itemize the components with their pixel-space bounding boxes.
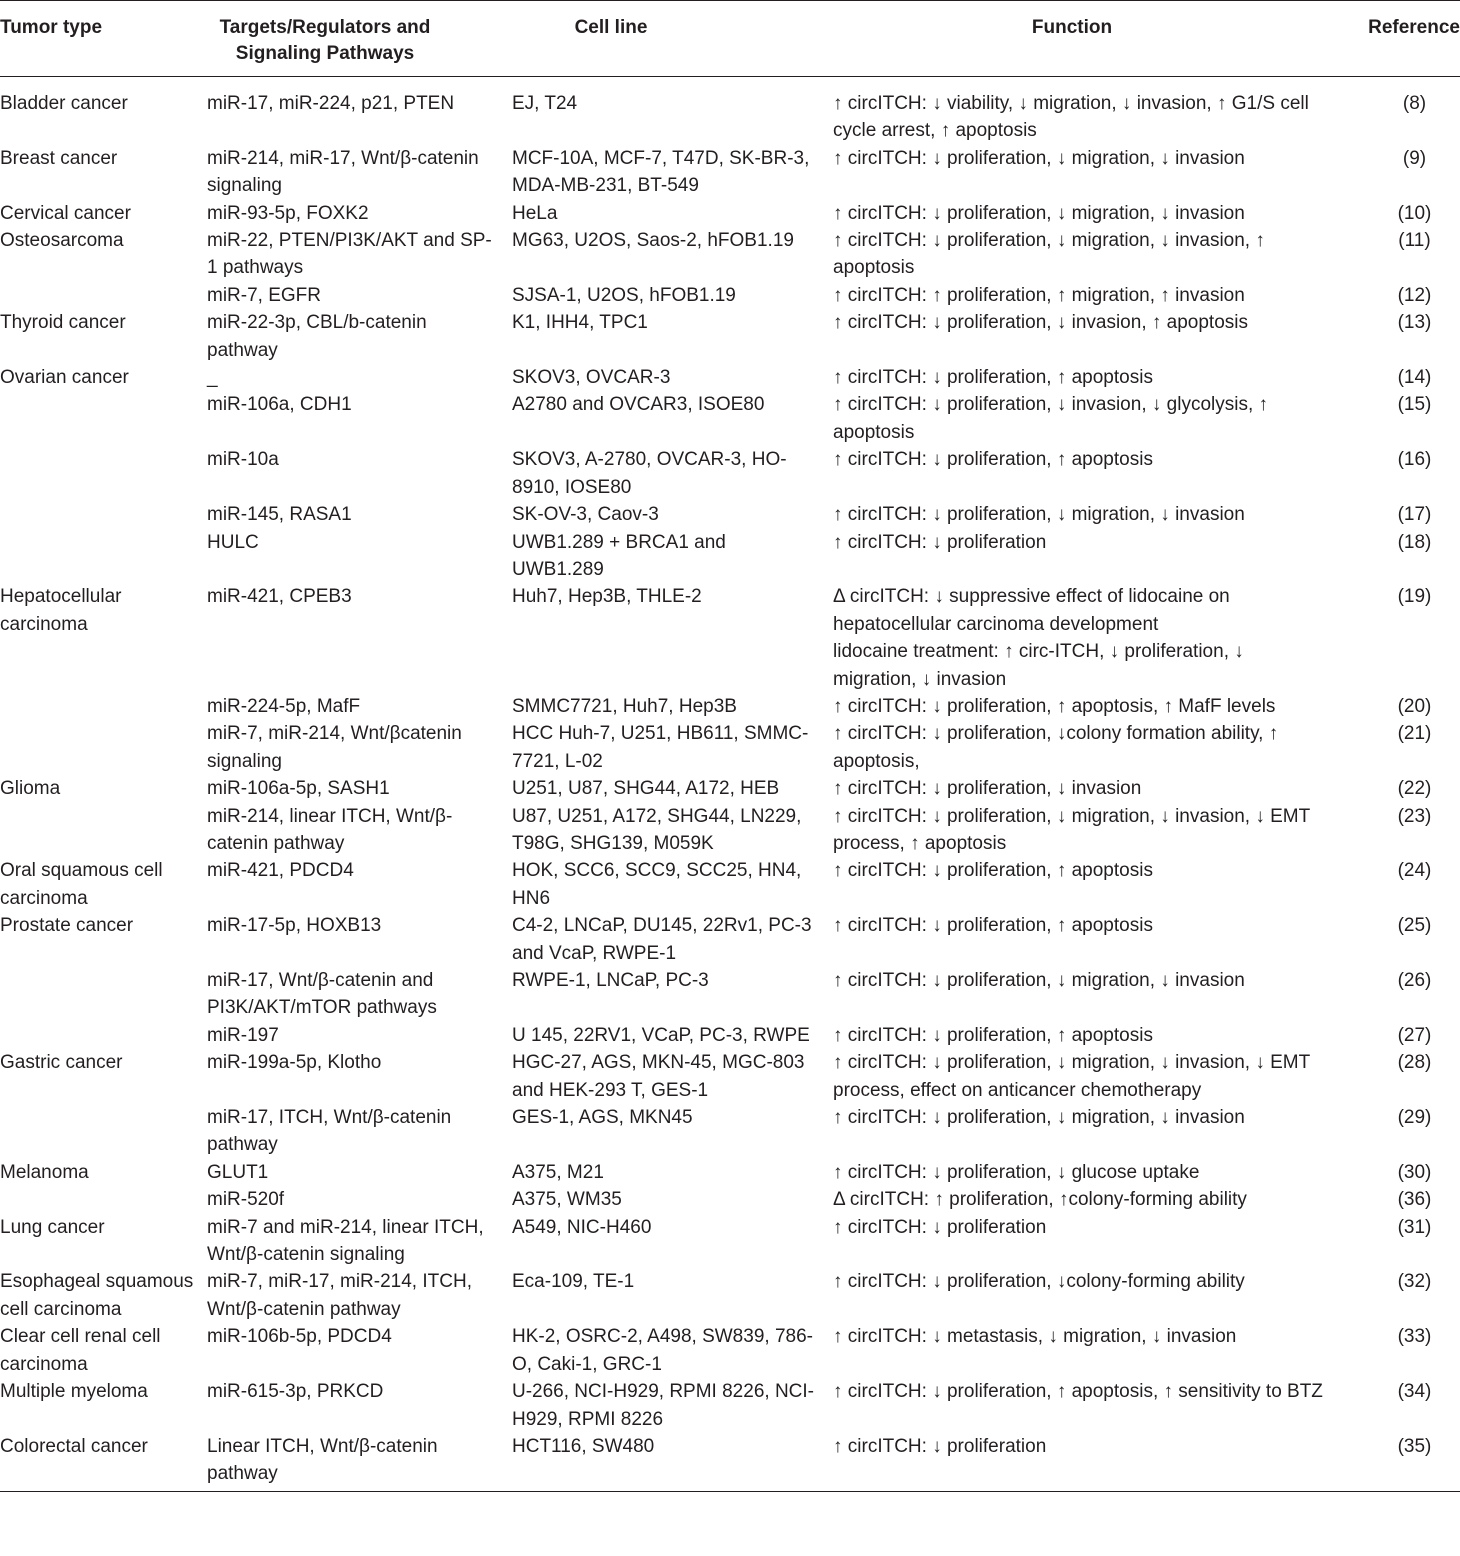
targets-cell: miR-214, linear ITCH, Wnt/β-catenin pathway [207,805,453,854]
table-row [0,693,1460,720]
tumor-type-cell: Prostate cancer [0,915,134,937]
tumor-type-cell [0,967,200,1022]
table-row [0,200,1460,227]
function-cell: ↑ circITCH: ↓ proliferation, ↑ apoptosis, ↑ MafF levels [833,695,1276,717]
tumor-type-cell [0,803,200,858]
cell-line-cell: K1, IHH4, TPC1 [512,312,648,334]
table-row [0,391,1460,446]
tumor-type-cell: Oral squamous cell carcinoma [0,860,163,909]
targets-cell: miR-7, miR-17, miR-214, ITCH, Wnt/β-catenin pathway [207,1271,472,1320]
function-cell: ↑ circITCH: ↓ proliferation, ↓ migration, ↓ invasion [833,504,1245,526]
targets-cell: _ [207,367,218,389]
function-cell: ↑ circITCH: ↓ proliferation, ↑ apoptosis [833,860,1153,882]
reference-cell: (27) [1397,1024,1432,1046]
tumor-type-cell: Gastric cancer [0,1052,123,1074]
tumor-type-cell: Breast cancer [0,147,118,169]
function-cell: ↑ circITCH: ↓ proliferation [833,1435,1047,1457]
function-cell: ↑ circITCH: ↓ viability, ↓ migration, ↓ invasion, ↑ G1/S cell cycle arrest, ↑ apoptosis [833,93,1309,142]
function-cell: ↑ circITCH: ↓ proliferation, ↓ invasion, ↓ glycolysis, ↑ apoptosis [833,394,1269,443]
header-function: Function [827,1,1337,77]
targets-cell: miR-106a-5p, SASH1 [207,778,390,800]
table-row [0,912,1460,967]
reference-cell: (23) [1397,805,1432,827]
table-row [0,1186,1460,1213]
tumor-type-cell: Melanoma [0,1161,89,1183]
reference-cell: (24) [1397,860,1432,882]
tumor-type-cell [0,1022,200,1049]
targets-cell: miR-615-3p, PRKCD [207,1381,384,1403]
reference-cell: (21) [1397,723,1432,745]
table-row [0,857,1460,912]
reference-cell: (30) [1397,1161,1432,1183]
reference-cell: (35) [1397,1435,1432,1457]
header-row [0,1,1460,77]
tumor-type-cell: Lung cancer [0,1216,105,1238]
function-cell: ↑ circITCH: ↓ proliferation, ↓ invasion, ↑ apoptosis [833,312,1248,334]
reference-cell: (19) [1397,586,1432,608]
function-cell: ↑ circITCH: ↓ proliferation, ↓ migration, ↓ invasion [833,202,1245,224]
targets-cell: miR-421, CPEB3 [207,586,352,608]
reference-cell: (10) [1397,202,1432,224]
bottom-rule [0,1491,1460,1492]
targets-cell: HULC [207,531,259,553]
table-row [0,967,1460,1022]
function-cell: ↑ circITCH: ↓ proliferation, ↓ migration, ↓ invasion [833,970,1245,991]
targets-cell: miR-421, PDCD4 [207,860,354,882]
cell-line-cell: HK-2, OSRC-2, A498, SW839, 786-O, Caki-1, GRC-1 [512,1326,813,1375]
header-targets: Targets/Regulators and Signaling Pathways [200,1,505,77]
cell-line-cell: A375, WM35 [512,1189,622,1211]
tumor-type-cell [0,693,200,720]
table-row [0,227,1460,282]
cell-line-cell: HOK, SCC6, SCC9, SCC25, HN4, HN6 [512,860,802,909]
cell-line-cell: HeLa [512,202,558,224]
function-cell: ↑ circITCH: ↓ proliferation, ↓ glucose uptake [833,1161,1200,1183]
cell-line-cell: U251, U87, SHG44, A172, HEB [512,778,780,800]
tumor-type-cell: Multiple myeloma [0,1381,148,1403]
targets-cell: miR-7 and miR-214, linear ITCH, Wnt/β-catenin signaling [207,1216,484,1266]
reference-cell: (26) [1397,970,1432,991]
tumor-type-cell [0,446,200,501]
cell-line-cell: HGC-27, AGS, MKN-45, MGC-803 and HEK-293 T, GES-1 [512,1052,805,1101]
table-row [0,1268,1460,1323]
table-row [0,1049,1460,1104]
tumor-type-cell: Esophageal squamous cell carcinoma [0,1271,194,1320]
tumor-type-cell: Glioma [0,778,61,800]
targets-cell: miR-17, miR-224, p21, PTEN [207,93,455,114]
reference-cell: (36) [1397,1189,1432,1211]
cell-line-cell: GES-1, AGS, MKN45 [512,1107,693,1129]
table-row [0,446,1460,501]
cell-line-cell: MG63, U2OS, Saos-2, hFOB1.19 [512,230,794,252]
reference-cell: (25) [1397,915,1432,937]
cell-line-cell: SMMC7721, Huh7, Hep3B [512,695,737,717]
cell-line-cell: A375, M21 [512,1161,604,1183]
function-cell: ↑ circITCH: ↓ proliferation, ↓ migration, ↓ invasion, ↓ EMT process, ↑ apoptosis [833,805,1310,854]
function-cell: Δ circITCH: ↑ proliferation, ↑colony-forming ability [833,1189,1247,1211]
reference-cell: (14) [1397,367,1432,389]
targets-cell: miR-197 [207,1024,279,1046]
function-cell: ↑ circITCH: ↓ proliferation, ↑ apoptosis, ↑ sensitivity to BTZ [833,1381,1323,1403]
cell-line-cell: U 145, 22RV1, VCaP, PC-3, RWPE [512,1024,810,1046]
function-cell: ↑ circITCH: ↓ proliferation, ↓ migration, ↓ invasion [833,1107,1245,1129]
function-text: Δ circITCH: ↓ suppressive effect of lidocaine on hepatocellular carcinoma development [833,586,1230,635]
targets-cell: miR-520f [207,1189,285,1211]
header-reference: Reference [1337,1,1460,77]
function-cell: ↑ circITCH: ↓ proliferation, ↓ migration, ↓ invasion [833,147,1245,169]
table-row [0,282,1460,309]
targets-cell: Linear ITCH, Wnt/β-catenin pathway [207,1435,438,1485]
function-cell: ↑ circITCH: ↓ proliferation, ↑ apoptosis [833,915,1153,937]
targets-cell: miR-17, ITCH, Wnt/β-catenin pathway [207,1107,452,1156]
reference-cell: (31) [1397,1216,1432,1238]
function-cell: ↑ circITCH: ↓ metastasis, ↓ migration, ↓ invasion [833,1326,1237,1348]
reference-cell: (20) [1397,695,1432,717]
reference-cell: (22) [1397,778,1432,800]
reference-cell: (28) [1397,1052,1432,1074]
table-row [0,1022,1460,1049]
function-cell: ↑ circITCH: ↓ proliferation [833,531,1047,553]
cell-line-cell: HCT116, SW480 [512,1435,655,1457]
tumor-type-cell: Ovarian cancer [0,367,129,389]
table-row [0,720,1460,775]
targets-cell: miR-145, RASA1 [207,504,352,526]
cell-line-cell: U87, U251, A172, SHG44, LN229, T98G, SHG139, M059K [512,805,802,854]
reference-cell: (12) [1397,284,1432,306]
tumor-type-cell: Cervical cancer [0,202,131,224]
targets-cell: miR-17-5p, HOXB13 [207,915,382,937]
targets-cell: miR-214, miR-17, Wnt/β-catenin signaling [207,147,479,197]
cell-line-cell: A2780 and OVCAR3, ISOE80 [512,394,765,416]
table-row [0,1214,1460,1269]
tumor-type-cell: Colorectal cancer [0,1435,148,1457]
function-cell: ↑ circITCH: ↓ proliferation [833,1216,1047,1238]
cell-line-cell: RWPE-1, LNCaP, PC-3 [512,970,709,991]
cell-line-cell: Eca-109, TE-1 [512,1271,635,1293]
cell-line-cell: SKOV3, OVCAR-3 [512,367,671,389]
function-cell: ↑ circITCH: ↓ proliferation, ↑ apoptosis [833,1024,1153,1046]
function-cell: ↑ circITCH: ↓ proliferation, ↓ migration, ↓ invasion, ↓ EMT process, effect on anticancer chemotherapy [833,1052,1310,1101]
function-cell: ↑ circITCH: ↑ proliferation, ↑ migration, ↑ invasion [833,284,1245,306]
reference-cell: (17) [1397,504,1432,526]
reference-cell: (13) [1397,312,1432,334]
targets-cell: miR-22, PTEN/PI3K/AKT and SP-1 pathways [207,230,492,279]
targets-cell: GLUT1 [207,1161,269,1183]
tumor-type-cell: Thyroid cancer [0,312,126,334]
function-text-secondary: lidocaine treatment: ↑ circ-ITCH, ↓ proliferation, ↓ migration, ↓ invasion [833,641,1244,690]
tumor-type-cell [0,282,200,309]
reference-cell: (8) [1402,93,1427,114]
table-row [0,803,1460,858]
reference-cell: (32) [1397,1271,1432,1293]
table-row [0,309,1460,364]
tumor-type-cell [0,1104,200,1159]
function-cell: ↑ circITCH: ↓ proliferation, ↑ apoptosis [833,367,1153,389]
table-row [0,1433,1460,1489]
reference-cell: (34) [1397,1381,1432,1403]
tumor-type-cell: Clear cell renal cell carcinoma [0,1326,161,1375]
targets-cell: miR-93-5p, FOXK2 [207,202,369,224]
table-row [0,1323,1460,1378]
table-body [0,77,1460,1489]
cell-line-cell: SK-OV-3, Caov-3 [512,504,659,526]
reference-cell: (29) [1397,1107,1432,1129]
reference-cell: (16) [1397,449,1432,471]
function-cell: ↑ circITCH: ↓ proliferation, ↓colony-forming ability [833,1271,1245,1293]
cell-line-cell: MCF-10A, MCF-7, T47D, SK-BR-3, MDA-MB-231, BT-549 [512,147,810,197]
tumor-type-cell [0,720,200,775]
targets-cell: miR-10a [207,449,279,471]
table-row [0,1104,1460,1159]
targets-cell: miR-7, miR-214, Wnt/βcatenin signaling [207,723,462,772]
table-row [0,145,1460,200]
tumor-type-cell [0,529,200,584]
targets-cell: miR-17, Wnt/β-catenin and PI3K/AKT/mTOR pathways [207,970,437,1019]
table-row [0,364,1460,391]
table-row [0,529,1460,584]
cell-line-cell: Huh7, Hep3B, THLE-2 [512,586,702,608]
targets-cell: miR-22-3p, CBL/b-catenin pathway [207,312,427,361]
targets-cell: miR-7, EGFR [207,284,321,306]
targets-cell: miR-106b-5p, PDCD4 [207,1326,392,1348]
function-cell [827,583,1337,693]
tumor-type-cell [0,391,200,446]
cell-line-cell: U-266, NCI-H929, RPMI 8226, NCI-H929, RPMI 8226 [512,1381,814,1430]
targets-cell: miR-199a-5p, Klotho [207,1052,382,1074]
reference-cell: (33) [1397,1326,1432,1348]
cell-line-cell: HCC Huh-7, U251, HB611, SMMC-7721, L-02 [512,723,809,772]
table-row [0,1378,1460,1433]
tumor-type-cell [0,1186,200,1213]
cell-line-cell: SKOV3, A-2780, OVCAR-3, HO-8910, IOSE80 [512,449,787,498]
tumor-type-cell: Hepatocellular carcinoma [0,586,122,635]
cell-line-cell: UWB1.289 + BRCA1 and UWB1.289 [512,531,726,580]
targets-cell: miR-224-5p, MafF [207,695,361,717]
function-cell: ↑ circITCH: ↓ proliferation, ↓colony formation ability, ↑ apoptosis, [833,723,1279,772]
header-tumor-type: Tumor type [0,1,200,77]
table-row [0,1159,1460,1186]
cell-line-cell: C4-2, LNCaP, DU145, 22Rv1, PC-3 and VcaP, RWPE-1 [512,915,812,964]
reference-cell: (11) [1398,230,1431,252]
function-cell: ↑ circITCH: ↓ proliferation, ↓ invasion [833,778,1142,800]
targets-cell: miR-106a, CDH1 [207,394,352,416]
cell-line-cell: EJ, T24 [512,93,578,114]
tumor-type-cell: Bladder cancer [0,93,128,114]
table-row [0,501,1460,528]
table-row [0,77,1460,145]
tumor-type-cell [0,501,200,528]
cell-line-cell: SJSA-1, U2OS, hFOB1.19 [512,284,736,306]
reference-cell: (18) [1397,531,1432,553]
tumor-type-cell: Osteosarcoma [0,230,124,252]
reference-cell: (15) [1397,394,1432,416]
cell-line-cell: A549, NIC-H460 [512,1216,652,1238]
function-cell: ↑ circITCH: ↓ proliferation, ↓ migration, ↓ invasion, ↑ apoptosis [833,230,1265,279]
function-cell: ↑ circITCH: ↓ proliferation, ↑ apoptosis [833,449,1153,471]
reference-cell: (9) [1402,147,1427,169]
table-row [0,775,1460,802]
header-cell-line: Cell line [505,1,827,77]
table-row [0,583,1460,693]
